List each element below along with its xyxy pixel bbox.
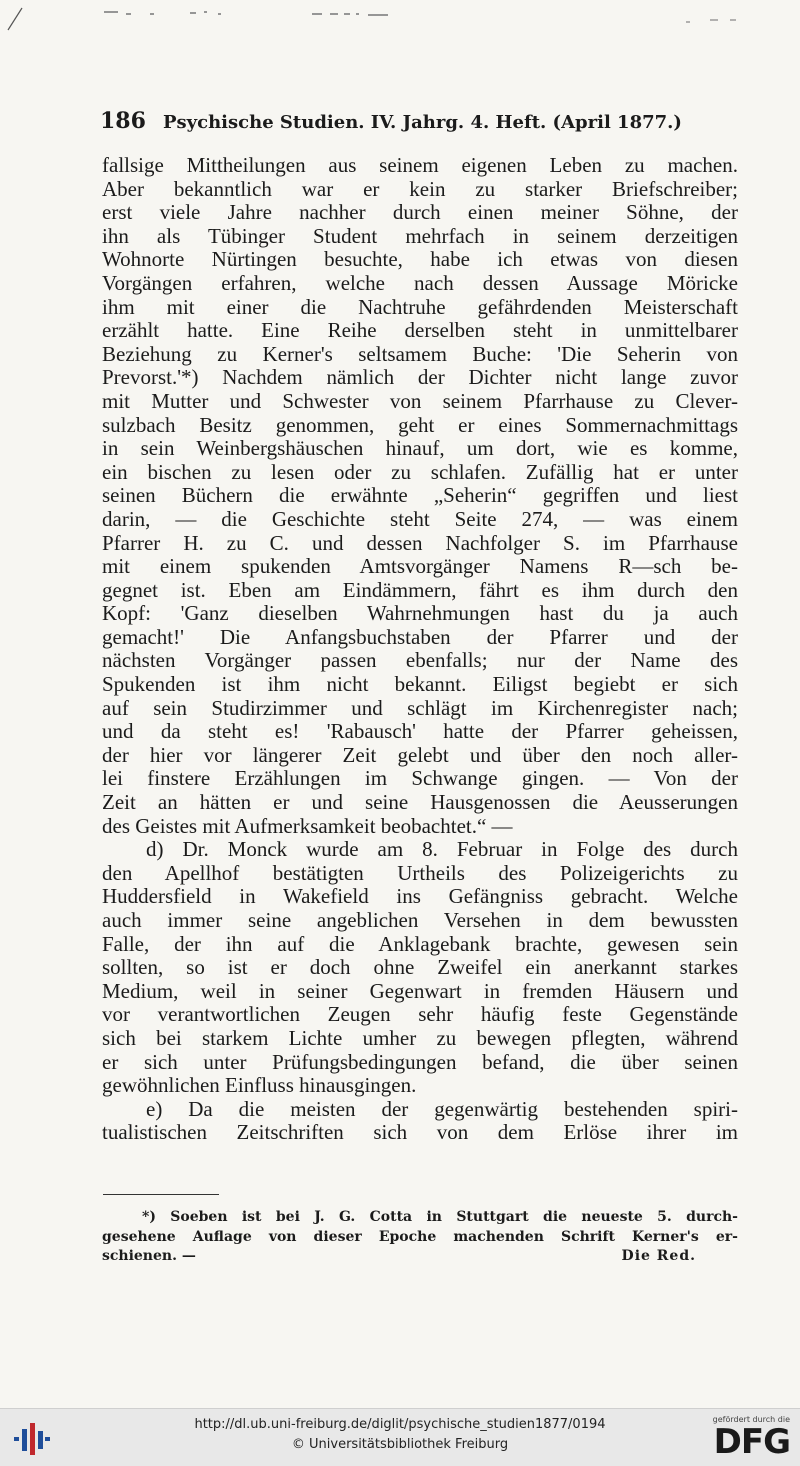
text-line: e) Da die meisten der gegenwärtig bestehenden spiri- bbox=[146, 1096, 738, 1121]
text-line: der hier vor längerer Zeit gelebt und über den noch aller- bbox=[102, 742, 738, 767]
footnote-last-line bbox=[102, 1247, 738, 1267]
text-line: Falle, der ihn auf die Anklagebank brachte, gewesen sein bbox=[102, 931, 738, 956]
running-title: Psychische Studien. IV. Jahrg. 4. Heft. (April 1877.) bbox=[163, 112, 682, 133]
text-line: erst viele Jahre nachher durch einen meiner Söhne, der bbox=[102, 200, 738, 225]
text-line: Aber bekanntlich war er kein zu starker Briefschreiber; bbox=[102, 176, 738, 201]
text-line: lei finstere Erzählungen im Schwange gingen. — Von der bbox=[102, 766, 738, 791]
text-line: sollten, so ist er doch ohne Zweifel ein anerkannt starkes bbox=[102, 955, 738, 980]
text-line: ihn als Tübinger Student mehrfach in seinem derzeitigen bbox=[102, 223, 738, 248]
text-line: seinen Büchern die erwähnte „Seherin“ gegriffen und liest bbox=[102, 483, 738, 508]
text-line: darin, — die Geschichte steht Seite 274, — was einem bbox=[102, 506, 738, 531]
text-line: vor verantwortlichen Zeugen sehr häufig feste Gegenstände bbox=[102, 1002, 738, 1027]
text-line: Zeit an hätten er und seine Hausgenossen die Aeusserungen bbox=[102, 790, 738, 815]
scan-edge-marks bbox=[0, 0, 800, 60]
footer-bar bbox=[0, 1408, 800, 1466]
text-line: fallsige Mittheilungen aus seinem eigenen Leben zu machen. bbox=[102, 153, 738, 177]
text-line: auch immer seine angeblichen Versehen in dem bewussten bbox=[102, 908, 738, 932]
footnote-rule bbox=[103, 1194, 219, 1195]
copyright-text: © Universitätsbibliothek Freiburg bbox=[291, 1437, 509, 1452]
text-line: und da steht es! 'Rabausch' hatte der Pfarrer geheissen, bbox=[102, 719, 738, 744]
text-line: in sein Weinbergshäuschen hinauf, um dort, wie es komme, bbox=[102, 436, 738, 461]
text-line: Beziehung zu Kerner's seltsamem Buche: 'Die Seherin von bbox=[102, 341, 738, 366]
source-url-link[interactable]: http://dl.ub.uni-freiburg.de/diglit/psychische_studien1877/0194 bbox=[194, 1417, 606, 1432]
text-line: Wohnorte Nürtingen besuchte, habe ich etwas von diesen bbox=[102, 247, 738, 272]
text-line: er sich unter Prüfungsbedingungen befand, die über seinen bbox=[102, 1049, 738, 1074]
text-line: gewöhnlichen Einfluss hinausgingen. bbox=[102, 1073, 417, 1098]
text-line: sulzbach Besitz genommen, geht er eines Sommernachmittags bbox=[102, 412, 738, 437]
text-line: den Apellhof bestätigten Urtheils des Polizeigerichts zu bbox=[102, 860, 738, 885]
text-line: Huddersfield in Wakefield ins Gefängniss gebracht. Welche bbox=[102, 884, 738, 909]
body-text bbox=[102, 154, 738, 1145]
text-line: nächsten Vorgänger passen ebenfalls; nur der Name des bbox=[102, 648, 738, 673]
text-line: mit einem spukenden Amtsvorgänger Namens R—sch be- bbox=[102, 554, 738, 579]
text-line: Medium, weil in seiner Gegenwart in fremden Häusern und bbox=[102, 978, 738, 1003]
editorial-signature: Die Red. bbox=[621, 1248, 696, 1264]
page-number: 186 bbox=[100, 108, 146, 134]
text-line: sich bei starkem Lichte umher zu bewegen pflegten, während bbox=[102, 1025, 738, 1050]
text-line: gemacht!' Die Anfangsbuchstaben der Pfarrer und der bbox=[102, 624, 738, 649]
text-line: Kopf: 'Ganz dieselben Wahrnehmungen hast du ja auch bbox=[102, 601, 738, 626]
text-line: erzählt hatte. Eine Reihe derselben steht in unmittelbarer bbox=[102, 318, 738, 343]
text-line: d) Dr. Monck wurde am 8. Februar in Folge des durch bbox=[146, 837, 738, 862]
text-line: Spukenden ist ihm nicht bekannt. Eiligst begiebt er sich bbox=[102, 672, 738, 697]
footnote-line: gesehene Auflage von dieser Epoche machenden Schrift Kerner's er- bbox=[102, 1228, 738, 1245]
text-line: Vorgängen erfahren, welche nach dessen Aussage Möricke bbox=[102, 270, 738, 295]
dfg-logo-icon: DFG bbox=[713, 1422, 790, 1462]
text-line: tualistischen Zeitschriften sich von dem Erlöse ihrer im bbox=[102, 1120, 738, 1145]
running-header bbox=[100, 108, 740, 142]
text-line: auf sein Studirzimmer und schlägt im Kirchenregister nach; bbox=[102, 695, 738, 720]
text-line: Pfarrer H. zu C. und dessen Nachfolger S. im Pfarrhause bbox=[102, 530, 738, 555]
footnote-line: *) Soeben ist bei J. G. Cotta in Stuttgart die neueste 5. durch- bbox=[142, 1209, 738, 1225]
text-line: gegnet ist. Eben am Eindämmern, fährt es ihm durch den bbox=[102, 577, 738, 602]
dfg-caption: gefördert durch die bbox=[712, 1415, 790, 1424]
text-line: ein bischen zu lesen oder zu schlafen. Zufällig hat er unter bbox=[102, 459, 738, 484]
text-line: ihm mit einer die Nachtruhe gefährdenden Meisterschaft bbox=[102, 294, 738, 319]
text-line: Prevorst.'*) Nachdem nämlich der Dichter nicht lange zuvor bbox=[102, 365, 738, 390]
text-line: des Geistes mit Aufmerksamkeit beobachtet.“ — bbox=[102, 813, 513, 838]
text-line: mit Mutter und Schwester von seinem Pfarrhause zu Clever- bbox=[102, 388, 738, 413]
footnote-line: schienen. — bbox=[102, 1248, 196, 1264]
footnote bbox=[102, 1208, 738, 1267]
